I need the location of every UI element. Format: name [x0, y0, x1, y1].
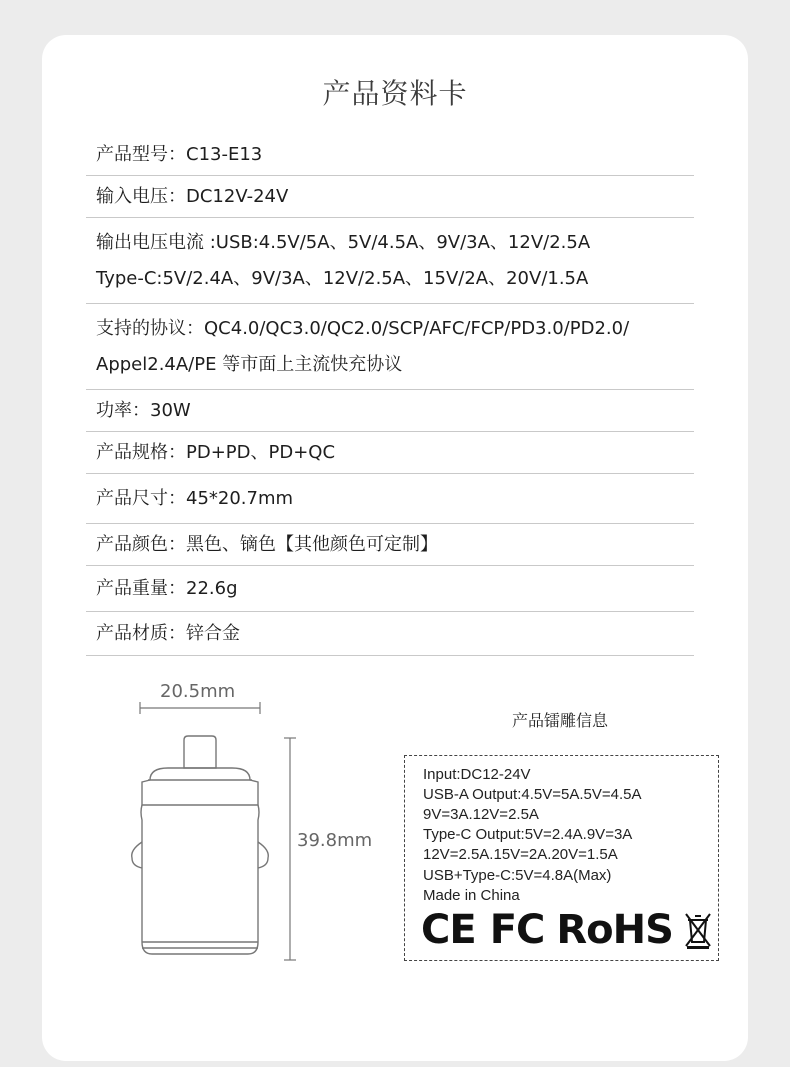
engraving-title: 产品镭雕信息 [512, 711, 609, 730]
charger-outline [132, 736, 269, 954]
certification-marks [421, 908, 713, 952]
engraving-box [404, 755, 719, 961]
spec-row-protocols [86, 304, 694, 390]
engrave-line: Input:DC12-24V [423, 766, 531, 783]
spec-text-line2: Appel2.4A/PE 等市面上主流快充协议 [96, 354, 403, 375]
spec-text: 功率：30W [96, 400, 191, 421]
spec-row-output [86, 218, 694, 304]
ce-mark-icon: CE [421, 907, 476, 953]
spec-row-power [86, 390, 694, 432]
engrave-line: Made in China [423, 887, 520, 904]
spec-row-input [86, 176, 694, 218]
spec-text: 产品颜色：黑色、镝色【其他颜色可定制】 [96, 534, 438, 555]
spec-row-model [86, 134, 694, 176]
engrave-line: Type-C Output:5V=2.4A.9V=3A [423, 826, 633, 843]
spec-text-line1: 输出电压电流 :USB:4.5V/5A、5V/4.5A、9V/3A、12V/2.5A [96, 232, 591, 253]
fcc-mark-icon: FC [489, 907, 545, 953]
height-dimension-label: 39.8mm [297, 830, 373, 851]
spec-text-line2: Type-C:5V/2.4A、9V/3A、12V/2.5A、15V/2A、20V/1.5A [96, 268, 589, 289]
spec-text: 产品规格：PD+PD、PD+QC [96, 442, 336, 463]
spec-text-line1: 支持的协议：QC4.0/QC3.0/QC2.0/SCP/AFC/FCP/PD3.0/PD2.0/ [96, 318, 630, 339]
engrave-line: 9V=3A.12V=2.5A [423, 806, 539, 823]
spec-table [86, 134, 694, 656]
page-title: 产品资料卡 [322, 77, 468, 110]
weee-bin-icon [683, 910, 713, 950]
spec-row-color [86, 524, 694, 566]
spec-row-material [86, 612, 694, 656]
spec-row-spec [86, 432, 694, 474]
spec-row-weight [86, 566, 694, 612]
product-outline-drawing [120, 672, 320, 972]
spec-text: 产品尺寸：45*20.7mm [96, 488, 294, 509]
engrave-line: USB-A Output:4.5V=5A.5V=4.5A [423, 786, 642, 803]
spec-text: 输入电压：DC12V-24V [96, 186, 289, 207]
engrave-line: 12V=2.5A.15V=2A.20V=1.5A [423, 846, 618, 863]
spec-text: 产品型号：C13-E13 [96, 144, 263, 165]
spec-text: 产品材质：锌合金 [96, 623, 240, 644]
engrave-line: USB+Type-C:5V=4.8A(Max) [423, 867, 612, 884]
spec-row-size [86, 474, 694, 524]
rohs-mark-icon: RoHS [556, 907, 673, 953]
width-dimension-label: 20.5mm [160, 681, 236, 702]
spec-text: 产品重量：22.6g [96, 578, 238, 599]
